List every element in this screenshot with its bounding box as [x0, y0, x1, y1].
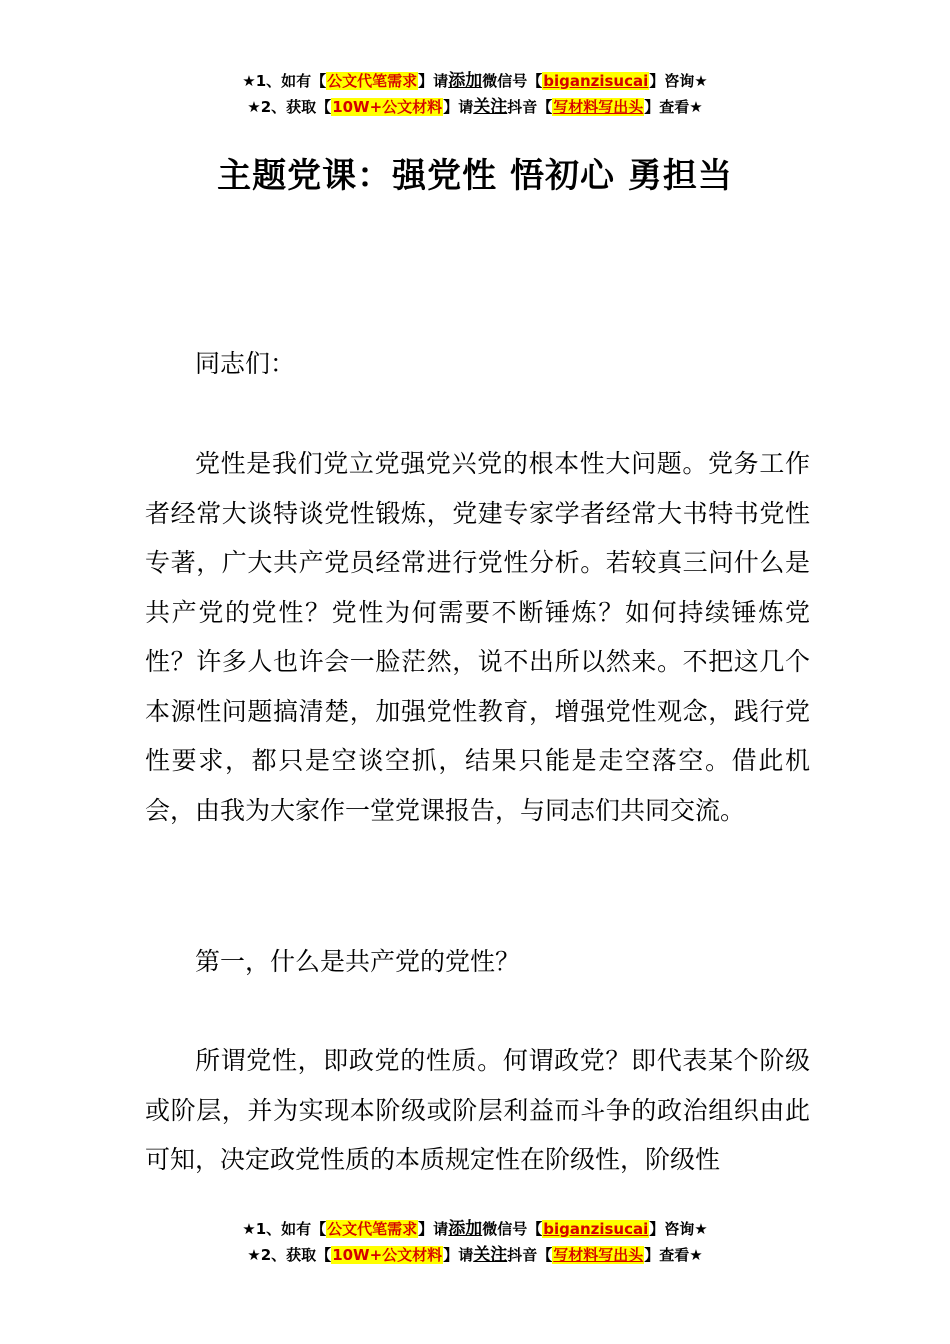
- promo-line-1-wechat-id: biganzisucai: [543, 1220, 649, 1238]
- promo-line-1-mid2: 微信号【: [482, 72, 543, 90]
- promo-line-2-douyin-id: 写材料写出头: [553, 98, 644, 116]
- body-paragraph-1: 党性是我们党立党强党兴党的根本性大问题。党务工作者经常大谈特谈党性锻炼，党建专家学者经常大书特书党性专著，广大共产党员经常进行党性分析。若较真三问什么是共产党的党性？党性为何需要不断锤炼？如何持续锤炼党性？许多人也许会一脸茫然，说不出所以然来。不把这几个本源性问题搞清楚，加强党性教育，增强党性观念，践行党性要求，都只是空谈空抓，结果只能是走空落空。借此机会，由我为大家作一堂党课报告，与同志们共同交流。: [145, 449, 810, 825]
- promo-line-1: [0, 1216, 950, 1242]
- promo-line-2-mid2: 抖音【: [507, 1246, 553, 1264]
- promo-line-2-emphasis: 关注: [473, 1245, 508, 1265]
- promo-line-1-prefix: ★1、如有【: [242, 1220, 327, 1238]
- promo-line-1-wechat-id: biganzisucai: [543, 72, 649, 90]
- promo-line-2-mid: 】请: [443, 1246, 474, 1264]
- promo-line-2-mid: 】请: [443, 98, 474, 116]
- promo-line-1-mid: 】请: [418, 1220, 449, 1238]
- promo-line-2-highlight-materials: 10W+公文材料: [332, 98, 443, 116]
- document-title: 主题党课：强党性 悟初心 勇担当: [217, 156, 733, 196]
- body-paragraph-2: 所谓党性，即政党的性质。何谓政党？即代表某个阶级或阶层，并为实现本阶级或阶层利益而斗争的政治组织由此可知，决定政党性质的本质规定性在阶级性，阶级性: [145, 1046, 810, 1174]
- salutation: 同志们：: [195, 349, 296, 378]
- promo-line-2-prefix: ★2、获取【: [247, 98, 332, 116]
- promo-line-1-mid2: 微信号【: [482, 1220, 543, 1238]
- promo-line-1-emphasis: 添加: [448, 1219, 483, 1239]
- promo-line-2-highlight-materials: 10W+公文材料: [332, 1246, 443, 1264]
- promo-line-2-suffix: 】查看★: [644, 98, 703, 116]
- promo-line-1-mid: 】请: [418, 72, 449, 90]
- promo-line-2-douyin-id: 写材料写出头: [553, 1246, 644, 1264]
- promo-line-1: [0, 68, 950, 94]
- promo-line-2: [0, 1242, 950, 1268]
- promo-line-1-prefix: ★1、如有【: [242, 72, 327, 90]
- footer-promo-banner: [0, 1216, 950, 1268]
- promo-line-2-suffix: 】查看★: [644, 1246, 703, 1264]
- promo-line-2-mid2: 抖音【: [507, 98, 553, 116]
- promo-line-1-suffix: 】咨询★: [649, 1220, 708, 1238]
- promo-line-1-highlight-service: 公文代笔需求: [327, 1220, 418, 1238]
- promo-line-1-emphasis: 添加: [448, 71, 483, 91]
- promo-line-1-highlight-service: 公文代笔需求: [327, 72, 418, 90]
- header-promo-banner: [0, 68, 950, 120]
- promo-line-2: [0, 94, 950, 120]
- promo-line-2-emphasis: 关注: [473, 97, 508, 117]
- section-heading-1: 第一，什么是共产党的党性？: [195, 947, 521, 976]
- promo-line-2-prefix: ★2、获取【: [247, 1246, 332, 1264]
- promo-line-1-suffix: 】咨询★: [649, 72, 708, 90]
